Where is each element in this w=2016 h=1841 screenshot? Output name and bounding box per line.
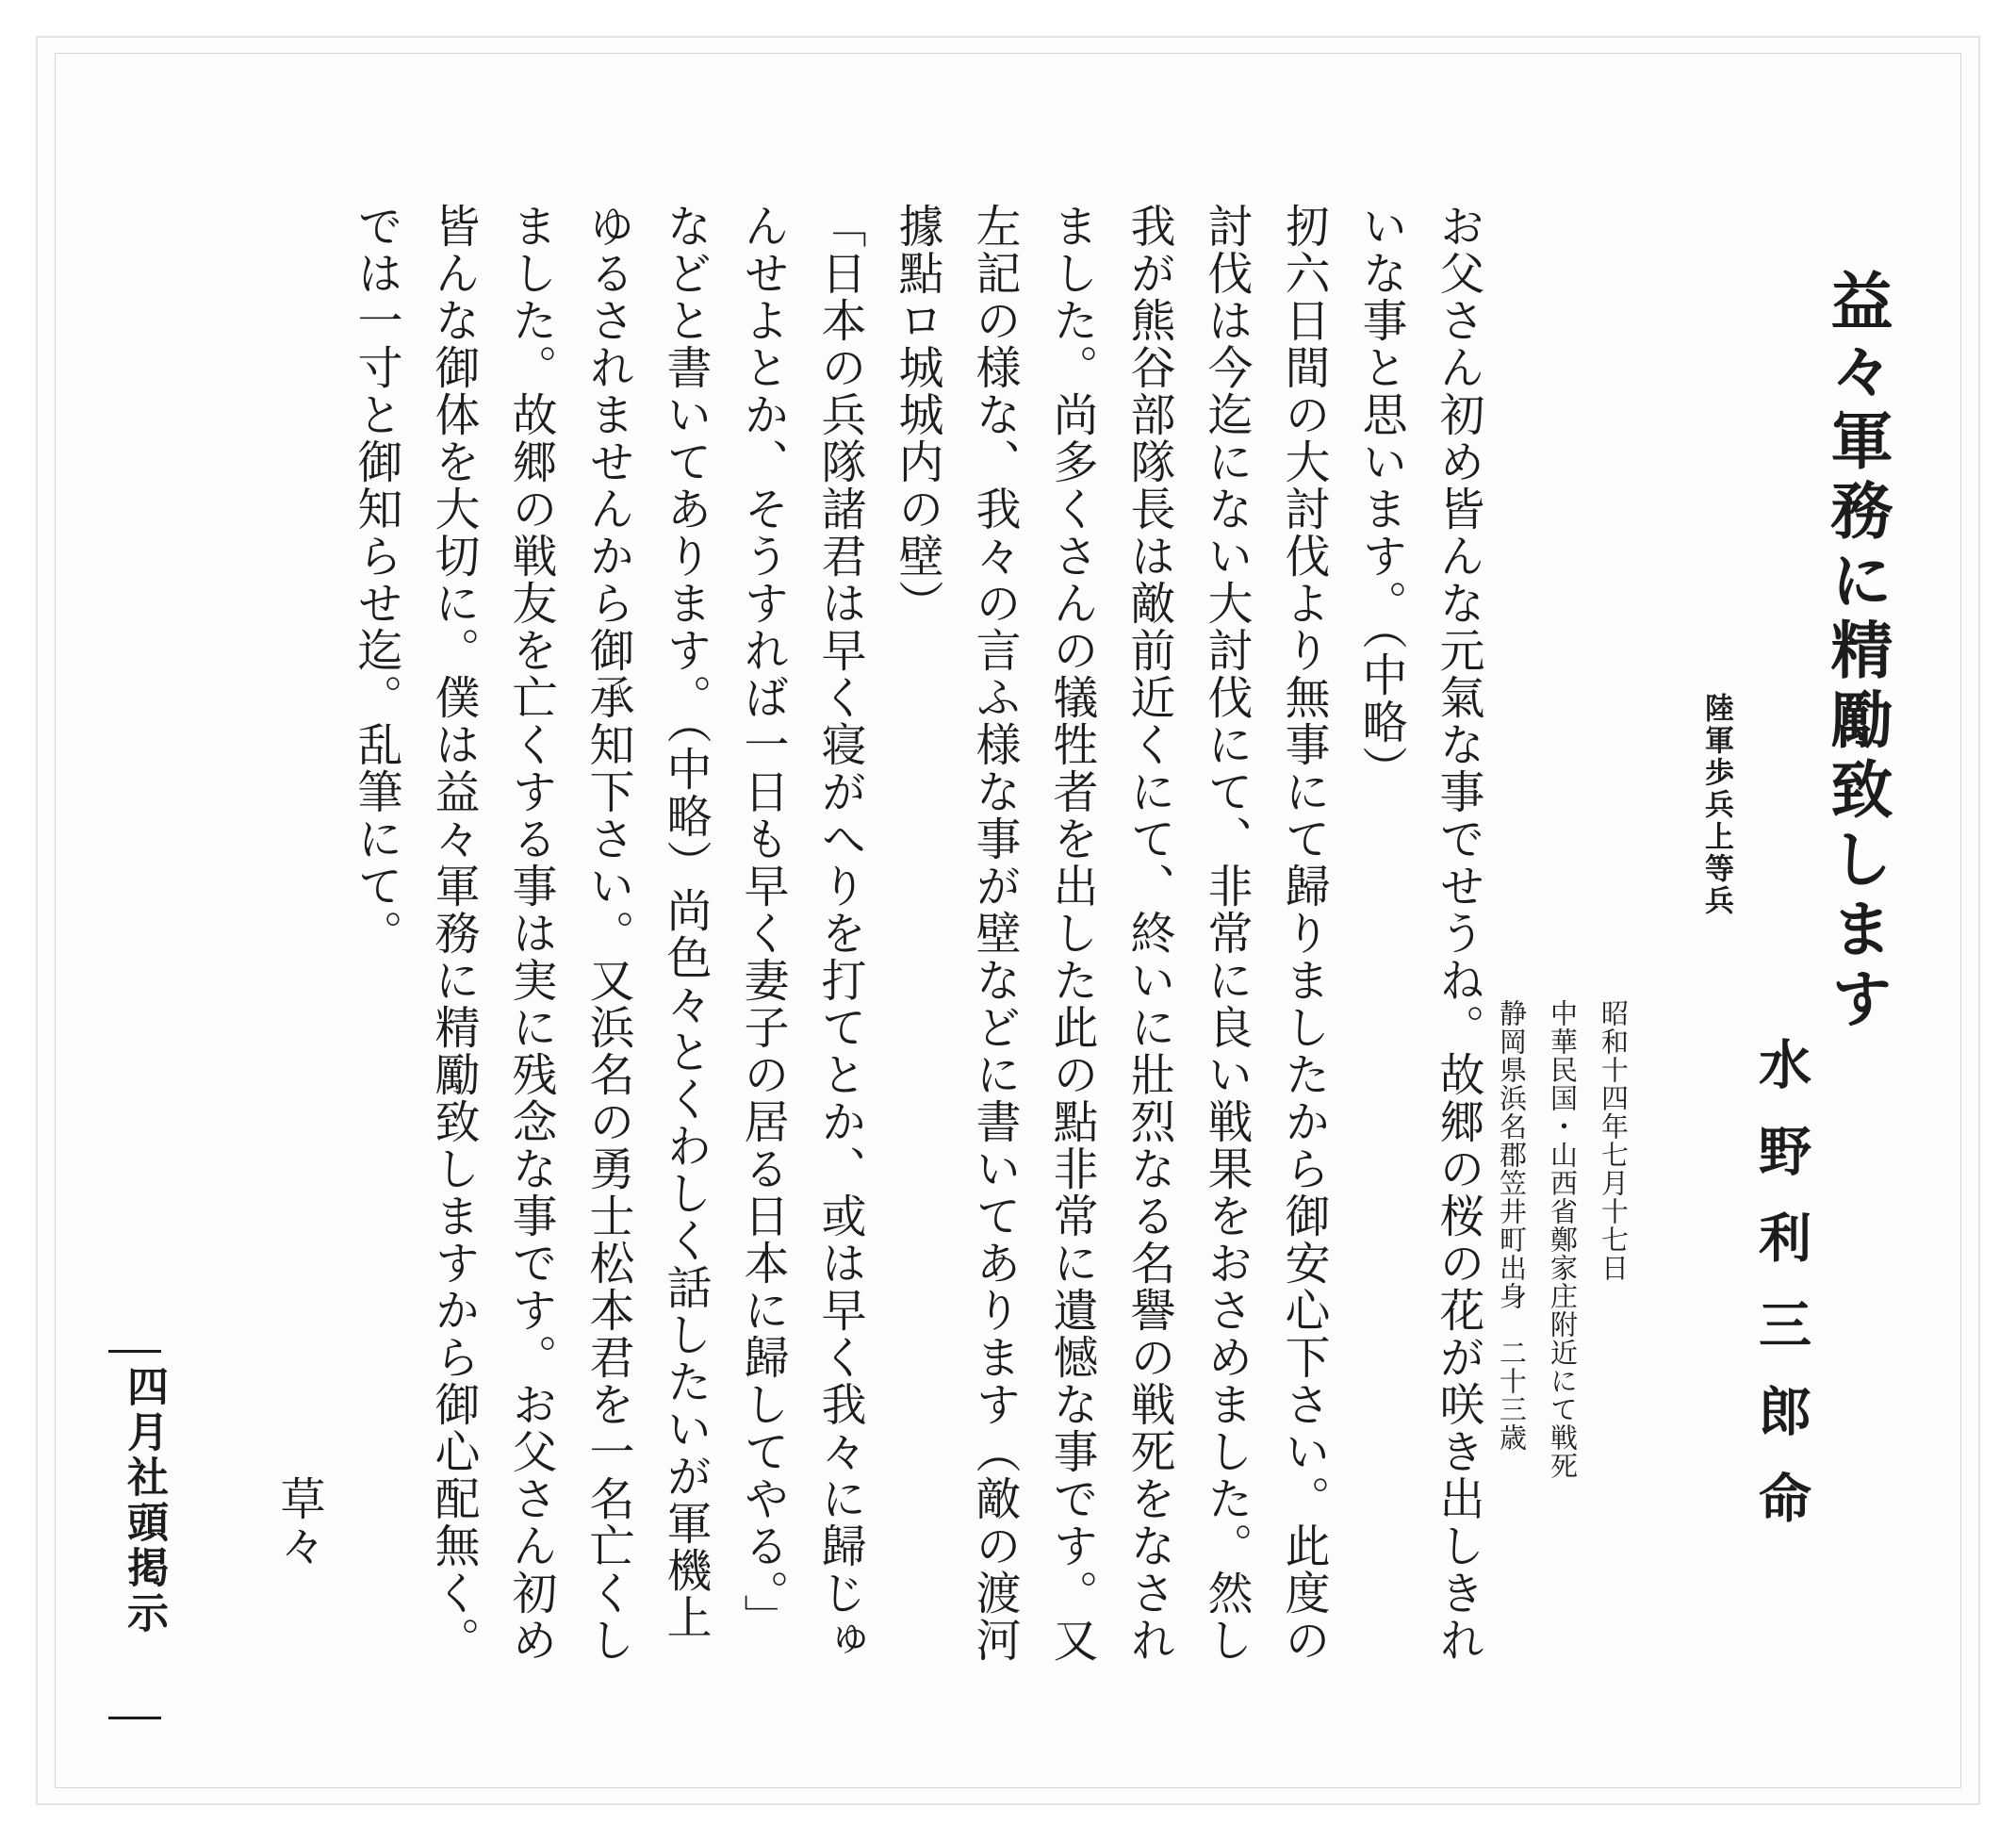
profile-place-of-death: 中華民国・山西省鄭家庄附近にて戦死: [1547, 999, 1579, 1480]
page-title: 益々軍務に精勵致します: [1820, 269, 1893, 1036]
letter-body: [272, 203, 1497, 1673]
soldier-rank: 陸軍歩兵上等兵: [1699, 693, 1733, 917]
letter-paragraph: お父さん初め皆んな元氣な事でせうね。故郷の桜の花が咲き出しきれいな事と思います。（中略）: [1354, 203, 1484, 1664]
soldier-profile: [1486, 999, 1639, 1678]
profile-date: 昭和十四年七月十七日: [1598, 999, 1630, 1282]
letter-paragraph: 「日本の兵隊諸君は早く寝がへりを打てとか、或は早く我々に歸じゅんせよとか、そうすれば一日も早く妻子の居る日本に歸してやる。」などと書いてあります。（中略）尚色々とくわしく話したいが軍機上ゆるされませんから御承知下さい。又浜名の勇士松本君を一名亡くしました。故郷の戦友を亡くする事は実に残念な事です。お父さん初め皆んな御体を大切に。僕は益々軍務に精勵致しますから御心配無く。では一寸と御知らせ迄。乱筆にて。: [350, 203, 866, 1664]
letter-closing: 草々: [272, 1475, 325, 1570]
letter-paragraph: 扨六日間の大討伐より無事にて歸りましたから御安心下さい。此度の討伐は今迄にない大討伐にて、非常に良い戦果をおさめました。然し我が熊谷部隊長は敵前近くにて、終いに壯烈なる名譽の戦死をなされました。尚多くさんの犠牲者を出した此の點非常に遺憾な事です。又左記の様な、我々の言ふ様な事が壁などに書いてあります（敵の渡河據點ロ城城内の壁）: [891, 203, 1330, 1664]
notice-label: 四月社頭掲示: [120, 1365, 168, 1636]
soldier-name: 水野利三郎命: [1750, 1037, 1811, 1557]
profile-hometown: 静岡県浜名郡笠井町出身 二十三歳: [1496, 999, 1528, 1452]
